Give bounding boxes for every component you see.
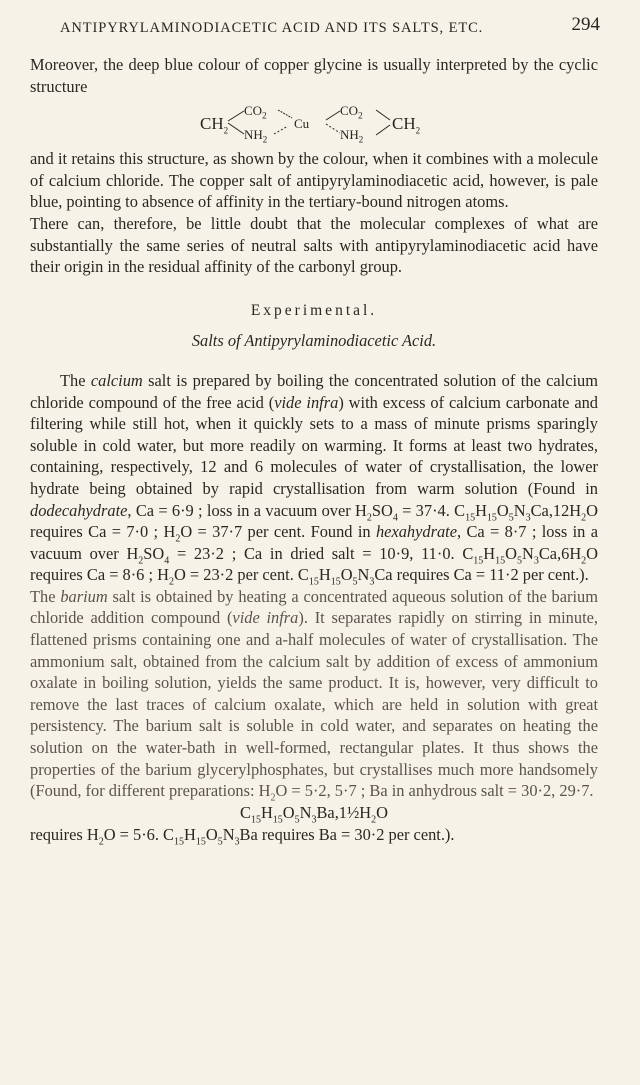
formula-nh2-bottom-right: $NH_2$ (340, 127, 364, 145)
term-dodecahydrate: dodecahydrate (30, 500, 128, 520)
formula-ch2-left: $CH_2$ (200, 114, 229, 136)
paragraph-intro-1: Moreover, the deep blue colour of copper glycine is usually interpreted by the cyclic structure (30, 55, 598, 96)
formula-nh2-bottom-left: $NH_2$ (244, 127, 268, 145)
term-calcium: calcium (90, 370, 143, 390)
paragraph-intro-2: and it retains this structure, as shown by the colour, when it combines with a molecule of calcium chloride. The copper salt of antipyrylaminodiacetic acid, however, is pale blue, pointing to absence of affinity in the tertiary-bound nitrogen atoms. (30, 149, 598, 212)
paragraph-barium-salt: The barium salt is obtained by heating a concentrated aqueous solution of the barium chloride addition compound (vide infra). It separates rapidly on stirring in minute, flattened prisms containing one and a-half molecules of water of crystallisation. The ammonium salt, obtained from the calcium salt by addition of excess of ammonium oxalate in boiling solution, yields the same product. It is, however, very difficult to remove the last traces of calcium oxalate, which are held in solution with great persistency. The barium salt is soluble in cold water, and separates on heating the solution on the water-bath in well-formed, rectangular plates. It thus shows the properties of the barium glycerylphosphates, but crystallises much more handsomely (Found, for different preparations: $H_2O = 5\cdot 2$, 5·7 ; Ba in anhydrous salt = 30·2, 29·7. (30, 586, 599, 804)
article-body (30, 54, 599, 848)
paragraph-intro-3: There can, therefore, be little doubt that the molecular complexes of what are substantially the same series of neutral salts with antipyrylaminodiacetic acid have their origin in the residual affinity of the carbonyl group. (30, 213, 598, 277)
term-vide-infra-2: vide infra (232, 608, 299, 628)
cyclic-structure-formula (30, 98, 598, 146)
final-requires-line: requires $H_2O = 5\cdot 6$. $C_{15}H_{15}O_5N_3Ba$ requires Ba = 30·2 per cent.). (30, 824, 455, 848)
formula-co2-top-left: $CO_2$ (244, 103, 267, 121)
term-barium: barium (60, 586, 108, 606)
term-hexahydrate: hexahydrate (375, 522, 457, 542)
section-subheading-salts: Salts of Antipyrylaminodiacetic Acid. (191, 331, 437, 351)
section-heading-experimental: Experimental. (250, 301, 378, 319)
running-title: ANTIPYRYLAMINODIACETIC ACID AND ITS SALTS, ETC. (60, 20, 484, 36)
formula-copper: Cu (294, 116, 310, 132)
formula-co2-top-right: $CO_2$ (340, 103, 363, 121)
barium-salt-formula: $C_{15}H_{15}O_5N_3Ba,1\frac{1}{2}H_2O$ (240, 802, 388, 826)
running-head (60, 12, 600, 42)
page-number: 294 (571, 14, 600, 35)
term-vide-infra: vide infra (274, 392, 339, 412)
formula-ch2-right: $CH_2$ (392, 114, 421, 136)
paragraph-calcium-salt: The calcium salt is prepared by boiling the concentrated solution of the calcium chloride compound of the free acid (vide infra) with excess of calcium carbonate and filtering while still hot, when it quickly sets to a mass of minute prisms sparingly soluble in cold water, but more readily on warming. It forms at least two hydrates, containing, respectively, 12 and 6 molecules of water of crystallisation, the lower hydrate being obtained by rapid crystallisation from warm solution (Found in dodecahydrate, Ca = 6·9 ; loss in a vacuum over $H_2SO_4 = 37\cdot 4$. $C_{15}H_{15}O_5N_3Ca,12H_2O$ requires Ca = 7·0 ; $H_2O = 37\cdot 7$ per cent. Found in hexahydrate, Ca = 8·7 ; loss in a vacuum over $H_2SO_4 = 23\cdot 2$ ; Ca in dried salt = 10·9, 11·0. $C_{15}H_{15}O_5N_3Ca,6H_2O$ requires Ca = 8·6 ; $H_2O = 23\cdot 2$ per cent. $C_{15}H_{15}O_5N_3Ca$ requires Ca = 11·2 per cent.). (30, 370, 599, 588)
